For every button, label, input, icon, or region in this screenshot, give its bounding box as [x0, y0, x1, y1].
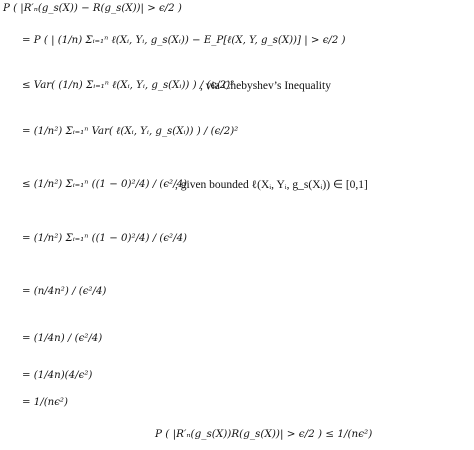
- derivation-line-6: [22, 287, 106, 297]
- derivation-note: , via Chebyshev’s Inequality: [200, 80, 331, 92]
- expression: = (1/n²) Σᵢ₌₁ⁿ ((1 − 0)²/4) / (ϵ²/4): [22, 233, 188, 244]
- expression: P ( |R′ₙ(g_s(X)) − R(g_s(X))| > ϵ/2 ): [3, 3, 182, 14]
- derivation-line-7: [22, 334, 102, 344]
- expression: = 1/(nϵ²): [22, 397, 68, 408]
- final-result: [155, 428, 372, 440]
- derivation-note-row-4: [175, 180, 368, 192]
- derivation-line-5: [22, 234, 187, 244]
- expression: = (n/4n²) / (ϵ²/4): [22, 286, 107, 297]
- derivation-line-1: [22, 36, 346, 46]
- expression: = (1/n²) Σᵢ₌₁ⁿ Var( ℓ(Xᵢ, Yᵢ, g_s(Xᵢ)) ) / (ϵ/2)²: [22, 126, 239, 137]
- expression: = (1/4n)(4/ϵ²): [22, 370, 93, 381]
- derivation-line-9: [22, 398, 68, 408]
- expression: ≤ (1/n²) Σᵢ₌₁ⁿ ((1 − 0)²/4) / (ϵ²/4): [22, 179, 188, 190]
- expression: ≤ Var( (1/n) Σᵢ₌₁ⁿ ℓ(Xᵢ, Yᵢ, g_s(Xᵢ)) ) / (ϵ/2)²: [22, 80, 235, 91]
- derivation-line-8: [22, 371, 92, 381]
- result-expression: P ( |R′ₙ(g_s(X))R(g_s(X))| > ϵ/2 ) ≤ 1/(nϵ²): [155, 428, 373, 440]
- expression: = (1/4n) / (ϵ²/4): [22, 333, 103, 344]
- derivation-line-0: [3, 4, 182, 14]
- derivation-line-3: [22, 127, 238, 137]
- derivation-note: , given bounded ℓ(Xᵢ, Yᵢ, g_s(Xᵢ)) ∈ [0,1]: [175, 179, 368, 191]
- derivation-line-4: [22, 180, 187, 190]
- expression: = P ( | (1/n) Σᵢ₌₁ⁿ ℓ(Xᵢ, Yᵢ, g_s(Xᵢ)) − E_P[ℓ(X, Y, g_s(X))] | > ϵ/2 ): [22, 35, 346, 46]
- derivation-note-row-2: [200, 81, 331, 93]
